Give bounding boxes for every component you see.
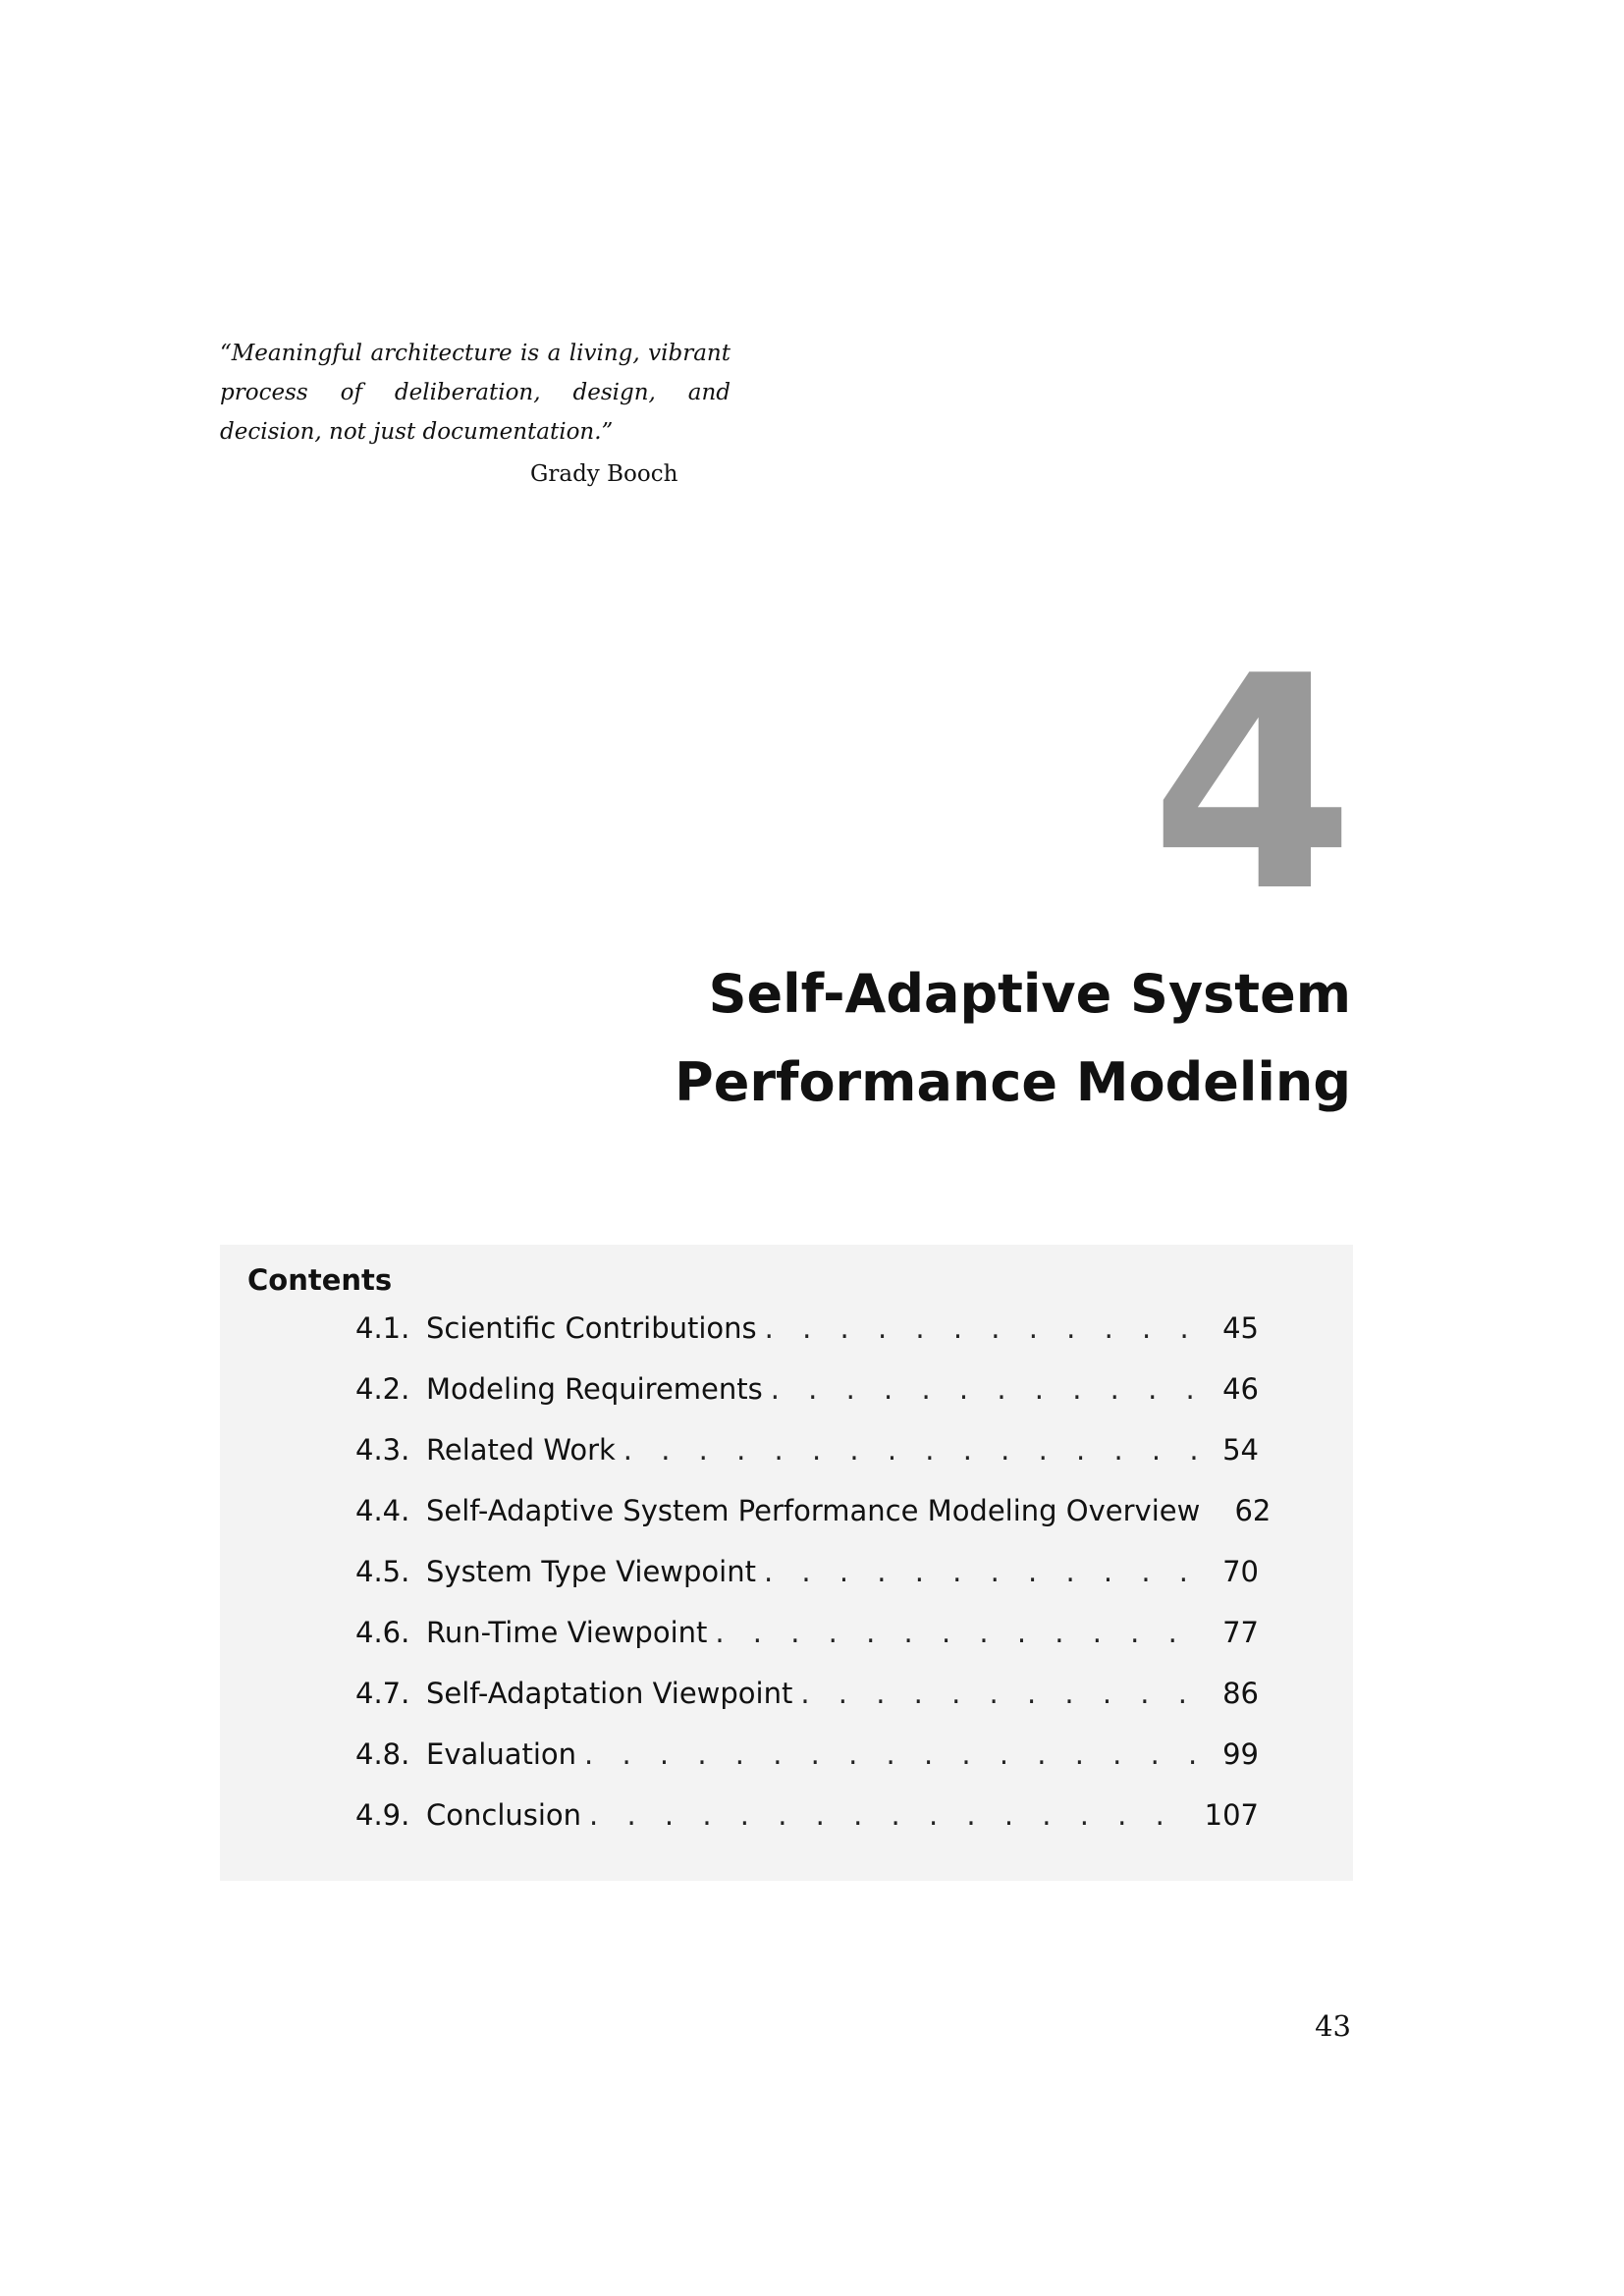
entry-number: 4.4. [355, 1494, 410, 1527]
contents-entry-4-3[interactable] [355, 1427, 1259, 1488]
entry-number: 4.7. [355, 1677, 410, 1710]
dot-leader [589, 1792, 1196, 1838]
entry-page: 70 [1222, 1555, 1259, 1588]
contents-box [220, 1245, 1353, 1881]
entry-page: 107 [1204, 1798, 1259, 1832]
entry-number: 4.9. [355, 1798, 410, 1832]
entry-page: 62 [1234, 1494, 1272, 1527]
entry-number: 4.3. [355, 1433, 410, 1467]
dot-leader [715, 1610, 1196, 1655]
entry-label: System Type Viewpoint [426, 1555, 756, 1588]
entry-label: Conclusion [426, 1798, 582, 1832]
chapter-title-line-2: Performance Modeling [675, 1051, 1351, 1113]
epigraph-author: Grady Booch [530, 461, 678, 487]
entry-number: 4.2. [355, 1372, 410, 1406]
dot-leader [764, 1549, 1196, 1594]
page-number: 43 [1315, 2009, 1351, 2043]
entry-page: 77 [1222, 1616, 1259, 1649]
entry-page: 45 [1222, 1311, 1259, 1345]
entry-number: 4.1. [355, 1311, 410, 1345]
chapter-number: 4 [1150, 614, 1351, 956]
dot-leader [771, 1366, 1196, 1412]
entry-page: 54 [1222, 1433, 1259, 1467]
contents-entry-4-9[interactable] [355, 1792, 1259, 1853]
entry-page: 99 [1222, 1737, 1259, 1771]
entry-label: Self-Adaptation Viewpoint [426, 1677, 793, 1710]
entry-number: 4.8. [355, 1737, 410, 1771]
epigraph-quote: “Meaningful architecture is a living, vibrant process of deliberation, design, and decision, not just documentation.” [220, 341, 731, 445]
contents-heading: Contents [247, 1263, 393, 1297]
contents-entry-4-6[interactable] [355, 1610, 1259, 1671]
entry-page: 86 [1222, 1677, 1259, 1710]
chapter-title-line-1: Self-Adaptive System [708, 963, 1351, 1025]
contents-entry-4-4[interactable] [355, 1488, 1272, 1549]
entry-number: 4.6. [355, 1616, 410, 1649]
dot-leader [800, 1671, 1196, 1716]
contents-entry-4-2[interactable] [355, 1366, 1259, 1427]
entry-label: Modeling Requirements [426, 1372, 763, 1406]
entry-number: 4.5. [355, 1555, 410, 1588]
contents-entry-4-5[interactable] [355, 1549, 1259, 1610]
contents-entry-4-8[interactable] [355, 1732, 1259, 1792]
entry-label: Evaluation [426, 1737, 577, 1771]
dot-leader [584, 1732, 1196, 1777]
dot-leader [623, 1427, 1196, 1472]
contents-entry-4-1[interactable] [355, 1306, 1259, 1366]
chapter-title [467, 950, 1351, 1127]
entry-page: 46 [1222, 1372, 1259, 1406]
contents-list [355, 1306, 1272, 1853]
contents-entry-4-7[interactable] [355, 1671, 1259, 1732]
entry-label: Run-Time Viewpoint [426, 1616, 708, 1649]
entry-label: Related Work [426, 1433, 616, 1467]
dot-leader [765, 1306, 1196, 1351]
entry-label: Scientific Contributions [426, 1311, 757, 1345]
entry-label: Self-Adaptive System Performance Modeling Overview [426, 1494, 1201, 1527]
